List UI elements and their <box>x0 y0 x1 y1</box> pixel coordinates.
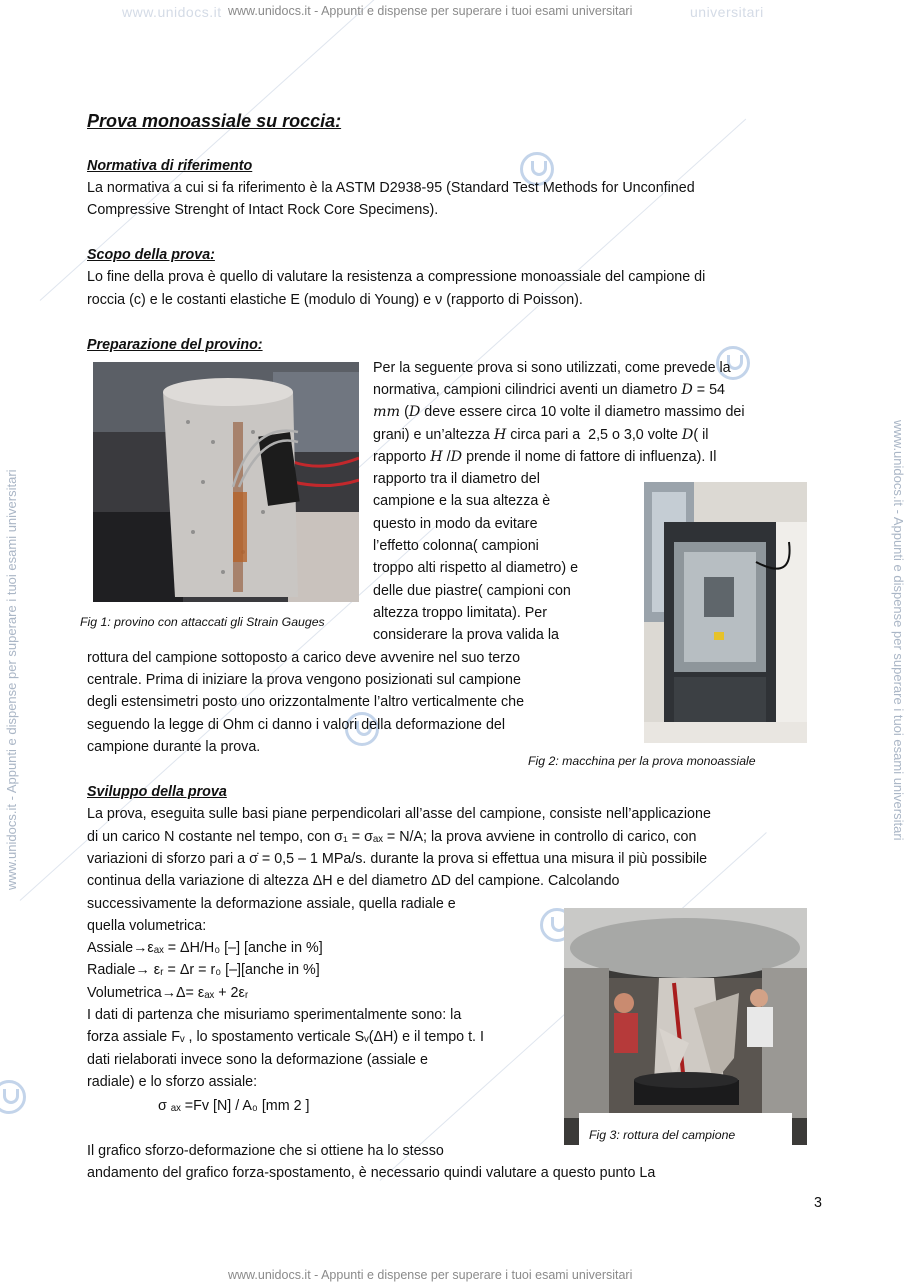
sviluppo-line: Volumetrica→Δ= εₐₓ + 2εᵣ <box>87 985 249 1001</box>
sviluppo-line: I dati di partenza che misuriamo sperimentalmente sono: la <box>87 1007 462 1023</box>
prep-mid-line: rapporto tra il diametro del <box>373 471 540 487</box>
prep-bottom-line: rottura del campione sottoposto a carico deve avvenire nel suo terzo <box>87 650 521 666</box>
prep-mid-line: campione e la sua altezza è <box>373 493 551 509</box>
sviluppo-heading: Sviluppo della prova <box>87 784 227 800</box>
sviluppo-line: dati rielaborati invece sono la deformazione (assiale e <box>87 1052 428 1068</box>
footer-watermark: www.unidocs.it - Appunti e dispense per superare i tuoi esami universitari <box>228 1268 633 1282</box>
sviluppo-line: variazioni di sforzo pari a σ̇ = 0,5 – 1 MPa/s. durante la prova si effettua una misura il più possibile <box>87 851 708 867</box>
side-watermark-right: www.unidocs.it - Appunti e dispense per superare i tuoi esami universitari <box>891 420 906 841</box>
sviluppo-line: radiale) e lo sforzo assiale: <box>87 1074 258 1090</box>
prep-mid-line: altezza troppo limitata). Per <box>373 605 548 621</box>
prep-bottom-line: centrale. Prima di iniziare la prova vengono posizionati sul campione <box>87 672 521 688</box>
prep-line: grani) e un’altezza H circa pari a 2,5 o 3,0 volte D( il <box>373 427 709 443</box>
sviluppo-line: Assiale→εₐₓ = ΔH/H₀ [–] [anche in %] <box>87 940 323 956</box>
sviluppo-line: successivamente la deformazione assiale, quella radiale e <box>87 896 456 912</box>
sviluppo-line: continua della variazione di altezza ΔH e del diametro ΔD del campione. Calcolando <box>87 873 620 889</box>
page-number: 3 <box>814 1195 822 1211</box>
fig3-photo-specimen-failure <box>564 908 807 1145</box>
sviluppo-line: di un carico N costante nel tempo, con σ₁ = σₐₓ = N/A; la prova avviene in controllo di carico, con <box>87 829 697 845</box>
sviluppo-line: Radiale→ εᵣ = Δr = r₀ [–][anche in %] <box>87 962 320 978</box>
fig2-photo-testing-machine <box>644 482 807 743</box>
sviluppo-line: forza assiale Fᵥ , lo spostamento verticale Sᵥ(ΔH) e il tempo t. I <box>87 1029 484 1045</box>
faint-brand: www.unidocs.it <box>122 4 222 20</box>
side-watermark-left: www.unidocs.it - Appunti e dispense per superare i tuoi esami universitari <box>4 469 19 890</box>
closing-line: Il grafico sforzo-deformazione che si ottiene ha lo stesso <box>87 1143 444 1159</box>
sviluppo-line: quella volumetrica: <box>87 918 207 934</box>
fig1-photo-rock-specimen <box>93 362 359 602</box>
prep-line: rapporto H /D prende il nome di fattore di influenza). Il <box>373 449 717 465</box>
fig2-illustration <box>644 482 807 743</box>
fig1-caption: Fig 1: provino con attaccati gli Strain Gauges <box>80 615 325 629</box>
prep-bottom-line: degli estensimetri posto uno orizzontalmente l’altro verticalmente che <box>87 694 525 710</box>
fig3-illustration <box>564 908 807 1145</box>
normativa-line: La normativa a cui si fa riferimento è la ASTM D2938-95 (Standard Test Methods for Unconfined <box>87 180 695 196</box>
prep-mid-line: delle due piastre( campioni con <box>373 583 571 599</box>
prep-line: normativa, campioni cilindrici aventi un diametro D = 54 <box>373 382 725 398</box>
normativa-line: Compressive Strenght of Intact Rock Core Specimens). <box>87 202 439 218</box>
sviluppo-line: La prova, eseguita sulle basi piane perpendicolari all’asse del campione, consiste nell’applicazione <box>87 806 711 822</box>
stress-formula: σ ₐₓ =Fv [N] / A₀ [mm 2 ] <box>158 1098 310 1114</box>
fig3-caption: Fig 3: rottura del campione <box>589 1128 736 1142</box>
fig2-caption: Fig 2: macchina per la prova monoassiale <box>528 754 756 768</box>
prep-mid-line: l’effetto colonna( campioni <box>373 538 539 554</box>
scopo-line: Lo fine della prova è quello di valutare la resistenza a compressione monoassiale del campione di <box>87 269 706 285</box>
prep-bottom-line: seguendo la legge di Ohm ci danno i valori della deformazione del <box>87 717 506 733</box>
header-watermark: www.unidocs.it - Appunti e dispense per superare i tuoi esami universitari <box>228 4 633 18</box>
page-title: Prova monoassiale su roccia: <box>87 111 342 131</box>
prep-line: Per la seguente prova si sono utilizzati, come prevede la <box>373 360 731 376</box>
normativa-heading: Normativa di riferimento <box>87 158 253 174</box>
prep-mid-line: questo in modo da evitare <box>373 516 538 532</box>
prep-line: mm (D deve essere circa 10 volte il diametro massimo dei <box>373 404 745 420</box>
fig1-illustration <box>93 362 359 602</box>
prep-mid-line: considerare la prova valida la <box>373 627 559 643</box>
preparazione-heading: Preparazione del provino: <box>87 337 263 353</box>
faint-brand: universitari <box>690 4 764 20</box>
prep-mid-line: troppo alti rispetto al diametro) e <box>373 560 579 576</box>
closing-line: andamento del grafico forza-spostamento, è necessario quindi valutare a questo punto La <box>87 1165 656 1181</box>
scopo-heading: Scopo della prova: <box>87 247 215 263</box>
prep-bottom-line: campione durante la prova. <box>87 739 261 755</box>
scopo-line: roccia (c) e le costanti elastiche E (modulo di Young) e ν (rapporto di Poisson). <box>87 292 583 308</box>
